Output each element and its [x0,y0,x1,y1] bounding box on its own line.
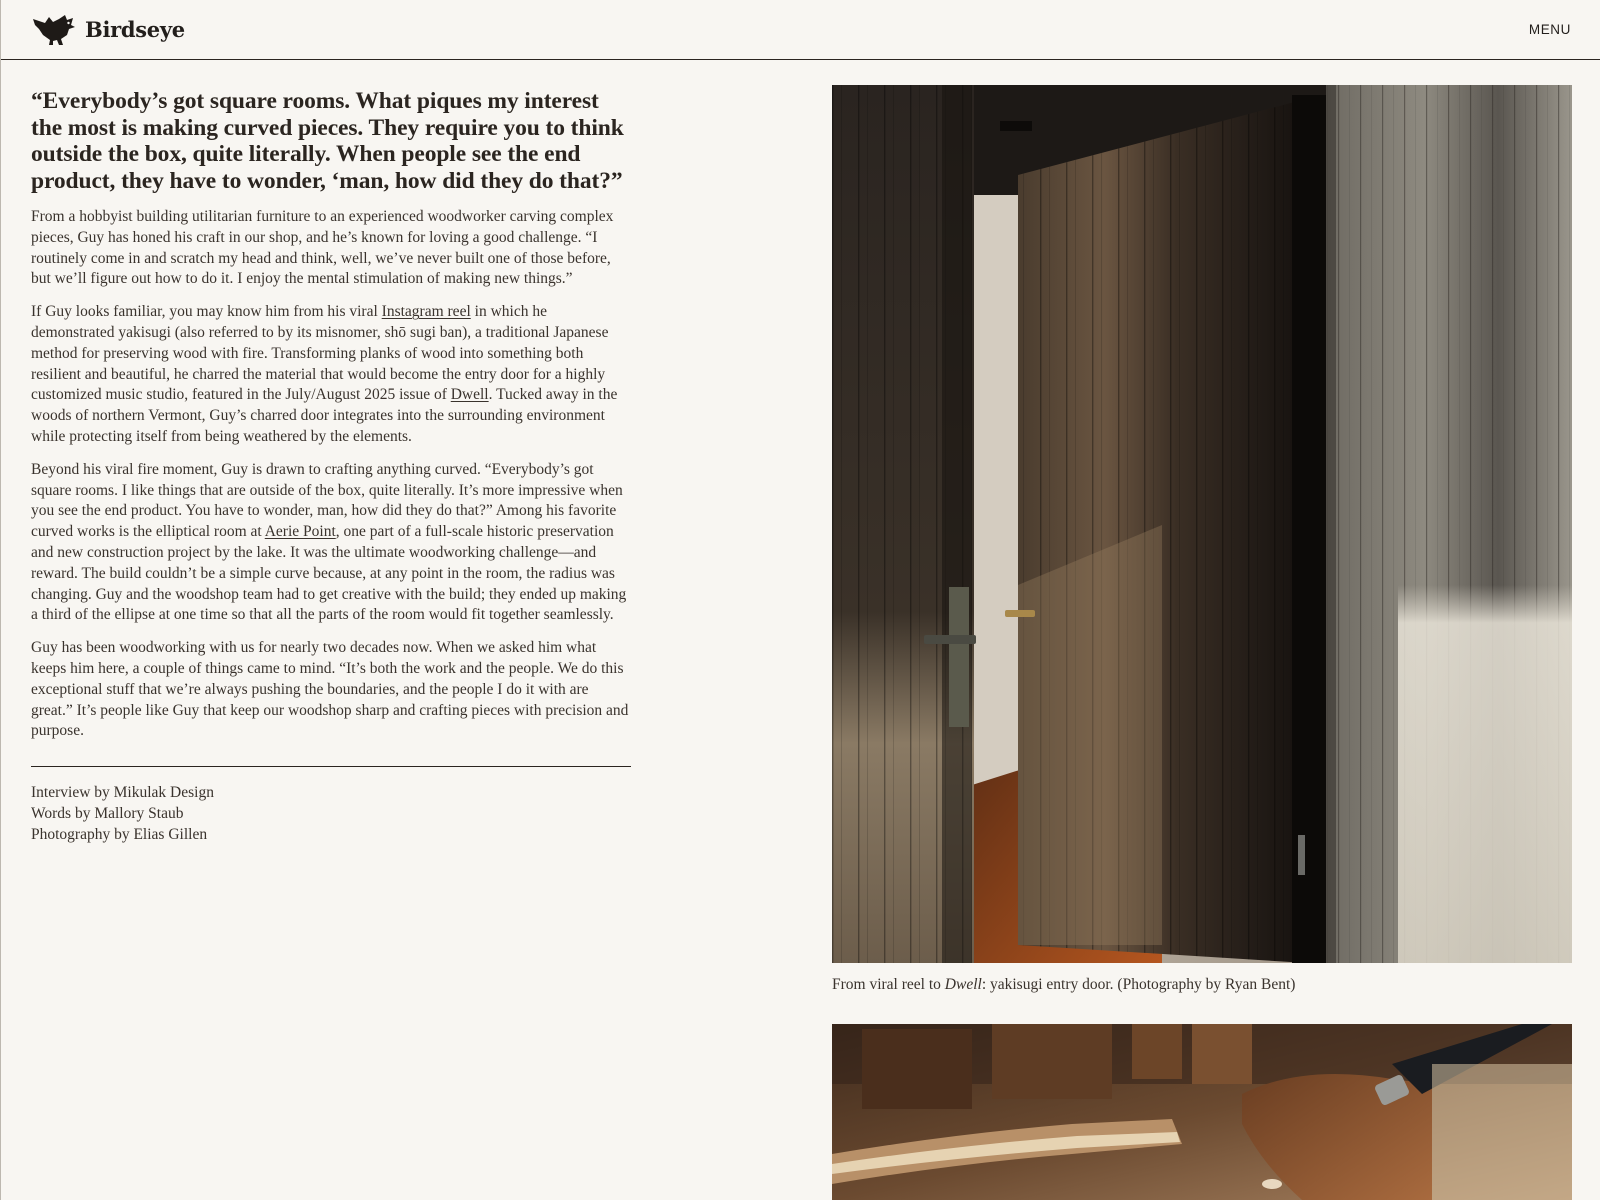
credit-interview: Interview by Mikulak Design [31,784,214,802]
paragraph-text: If Guy looks familiar, you may know him from his viral [31,303,382,321]
article-paragraph-4: Guy has been woodworking with us for nearly two decades now. When we asked him what keeps him here, a couple of things came to mind. “It’s both the work and the people. We do this exceptional stuff that we’re always pushing the boundaries, and the people I do it with are great.” It’s people like Guy that keep our woodshop sharp and crafting pieces with precision and purpose. [31,639,629,740]
paragraph-text: . Tucked away in the woods of northern Vermont, Guy’s charred door integrates into the surrounding environment while protecting itself from being weathered by the elements. [31,386,618,445]
caption-text: : yakisugi entry door. (Photography by Ryan Bent) [981,976,1296,993]
dwell-link[interactable]: Dwell [450,386,489,404]
door-figure [832,85,1572,995]
woodshop-figure [832,1024,1572,1200]
paragraph-text: , one part of a full-scale historic preservation and new construction project by the lake. It was the ultimate woodworking challenge—and reward. The build couldn’t be a simple curve because, at any point in the room, the radius was changing. Guy and the woodshop team had to get creative with the build; they ended up making a third of the ellipse at one time so that all the parts of the room would fit together seamlessly. [31,523,627,624]
brand-name: Birdseye [85,17,185,42]
article-paragraph-2 [31,302,633,448]
brand-home-link[interactable] [31,13,185,47]
instagram-reel-link[interactable]: Instagram reel [381,303,471,321]
bird-logo-icon [31,13,77,47]
caption-text: From viral reel to [832,976,945,993]
menu-button[interactable]: MENU [1528,22,1571,37]
credit-words: Words by Mallory Staub [31,804,184,822]
article-column [31,88,633,846]
door-photo-caption [832,975,1572,995]
charred-door-photo [832,85,1572,963]
article-paragraph-3 [31,460,633,626]
paragraph-text: Beyond his viral fire moment, Guy is drawn to crafting anything curved. “Everybody’s got square rooms. I like things that are outside of the box, quite literally. It’s more impressive when you see the end product. You have to wonder, man, how did they do that?” Among his favorite curved works is the elliptical room at [31,460,623,541]
site-header [1,0,1600,60]
caption-publication: Dwell [944,976,982,993]
pull-quote: “Everybody’s got square rooms. What piques my interest the most is making curved pieces. They require you to think outside the box, quite literally. When people see the end product, they have to wonder, ‘man, how did they do that?” [31,88,624,194]
tools-photo-illustration [832,1024,1572,1200]
woodshop-tools-photo [832,1024,1572,1200]
aerie-point-link[interactable]: Aerie Point [264,523,336,541]
credits-divider [31,766,631,767]
credits [31,783,633,845]
paragraph-text: in which he demonstrated yakisugi (also referred to by its misnomer, shō sugi ban), a traditional Japanese method for preserving wood with fire. Transforming planks of wood into something both resilient and beautiful, he charred the material that would become the entry door for a highly customized music studio, featured in the July/August 2025 issue of [31,303,609,404]
credit-photography: Photography by Elias Gillen [31,825,208,843]
door-photo-illustration [832,85,1572,963]
article-paragraph-1: From a hobbyist building utilitarian furniture to an experienced woodworker carving complex pieces, Guy has honed his craft in our shop, and he’s known for loving a good challenge. “I routinely come in and scratch my head and think, well, we’ve never built one of those before, but we’ll figure out how to do it. I enjoy the mental stimulation of making new things.” [31,208,614,288]
